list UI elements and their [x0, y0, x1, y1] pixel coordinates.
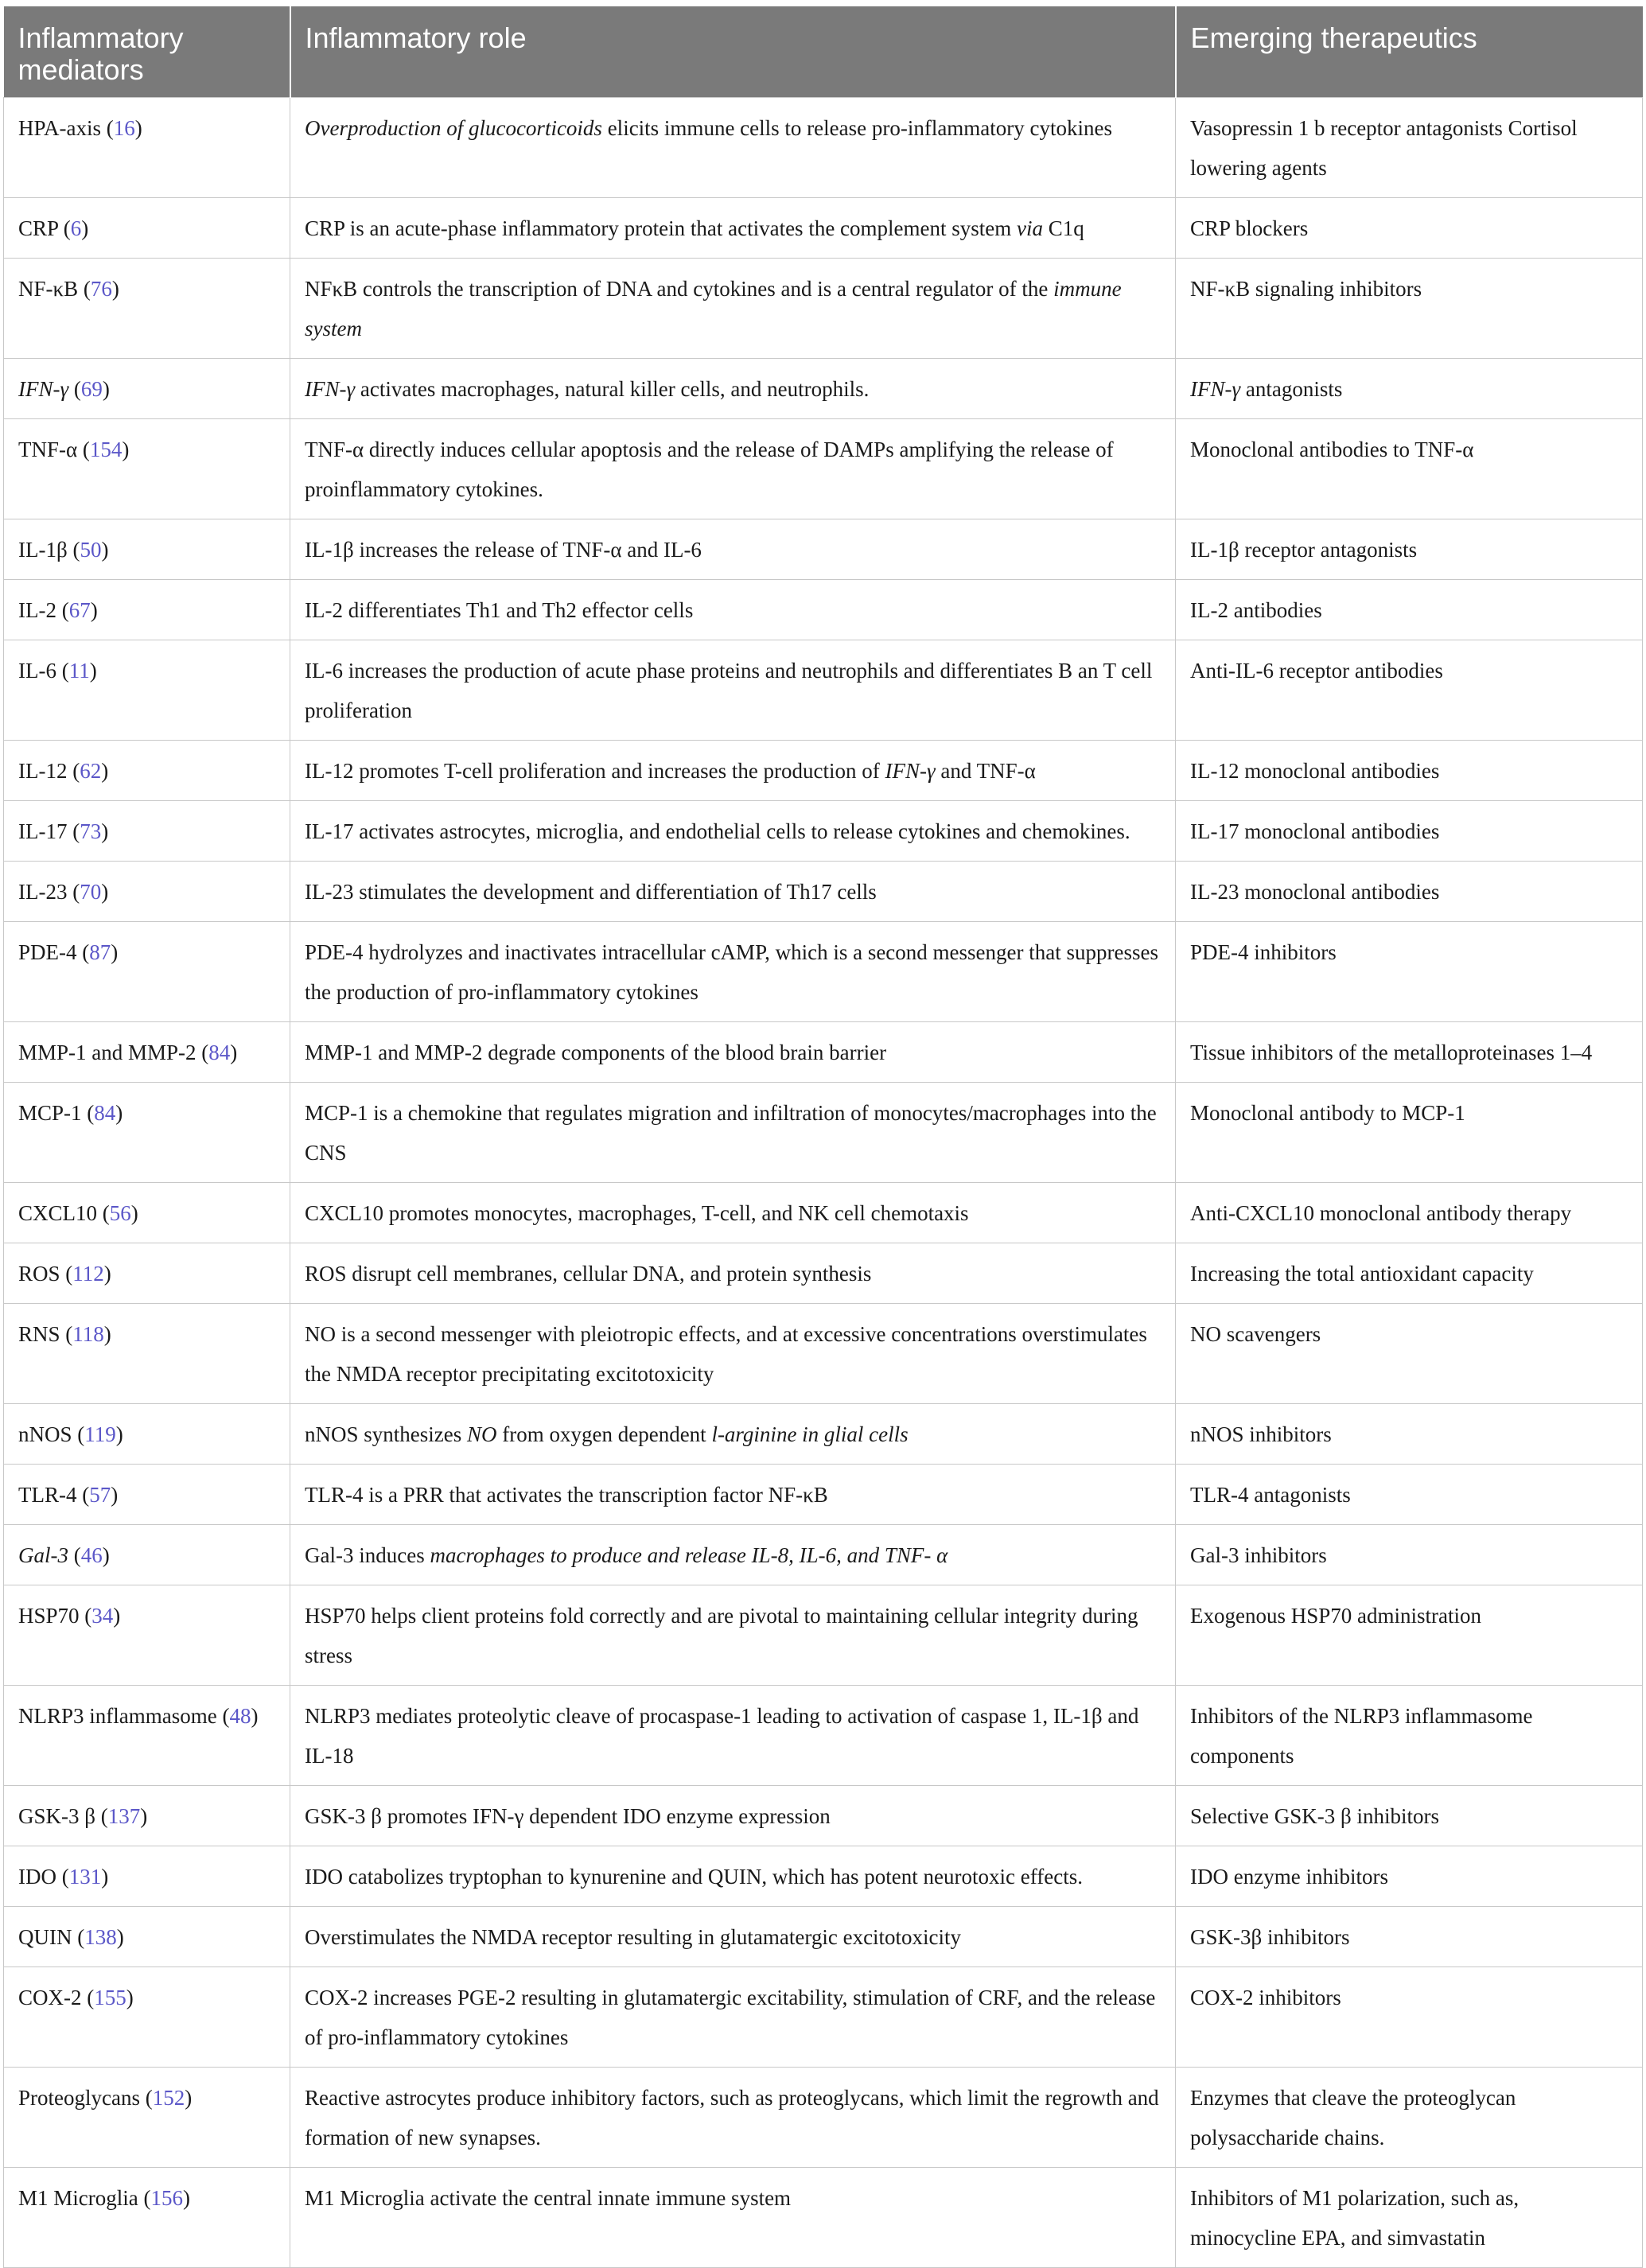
- mediators-table: [3, 6, 1643, 2268]
- therapy-cell: [1176, 1304, 1643, 1404]
- reference-link[interactable]: 155: [94, 1986, 126, 2009]
- table-row: [4, 2168, 1643, 2268]
- table-row: [4, 580, 1643, 640]
- cell-text: NF-κB (: [18, 277, 91, 301]
- role-cell: [290, 1846, 1176, 1907]
- table-row: [4, 922, 1643, 1022]
- mediator-cell: [4, 640, 290, 741]
- cell-text: IL-2 differentiates Th1 and Th2 effector cells: [305, 598, 694, 622]
- reference-link[interactable]: 6: [70, 216, 82, 240]
- cell-text: IL-1β (: [18, 538, 80, 562]
- cell-text: ): [111, 1483, 119, 1507]
- cell-text: ): [101, 1865, 109, 1889]
- role-cell: [290, 259, 1176, 359]
- role-cell: [290, 1083, 1176, 1183]
- reference-link[interactable]: 118: [72, 1322, 104, 1346]
- reference-link[interactable]: 62: [80, 759, 102, 783]
- cell-text: IL-6 increases the production of acute phase proteins and neutrophils and differentiates B an T cell proliferation: [305, 659, 1153, 722]
- role-cell: [290, 741, 1176, 801]
- table-row: [4, 419, 1643, 519]
- therapy-cell: [1176, 640, 1643, 741]
- cell-text: IL-1β receptor antagonists: [1190, 538, 1418, 562]
- cell-text: TLR-4 (: [18, 1483, 90, 1507]
- cell-text: MCP-1 (: [18, 1101, 95, 1125]
- mediator-cell: [4, 1243, 290, 1304]
- table-row: [4, 1022, 1643, 1083]
- therapy-cell: [1176, 862, 1643, 922]
- cell-text: IDO enzyme inhibitors: [1190, 1865, 1388, 1889]
- role-cell: [290, 1525, 1176, 1585]
- cell-text: ): [103, 1262, 111, 1286]
- header-therapeutics: Emerging therapeutics: [1176, 6, 1643, 98]
- role-cell: [290, 1465, 1176, 1525]
- cell-text: NLRP3 inflammasome (: [18, 1704, 230, 1728]
- cell-text: IL-17 monoclonal antibodies: [1190, 819, 1440, 843]
- reference-link[interactable]: 57: [89, 1483, 111, 1507]
- mediator-cell: [4, 1585, 290, 1686]
- role-cell: [290, 98, 1176, 198]
- cell-text: (: [68, 1543, 81, 1567]
- mediator-cell: [4, 1786, 290, 1846]
- cell-text: ): [115, 1101, 123, 1125]
- cell-text: Anti-IL-6 receptor antibodies: [1190, 659, 1443, 683]
- reference-link[interactable]: 73: [80, 819, 102, 843]
- cell-text: ): [126, 1986, 134, 2009]
- reference-link[interactable]: 70: [80, 880, 102, 904]
- reference-link[interactable]: 69: [80, 377, 103, 401]
- reference-link[interactable]: 112: [72, 1262, 104, 1286]
- cell-text: RNS (: [18, 1322, 73, 1346]
- cell-text: ): [115, 1422, 123, 1446]
- table-row: [4, 1183, 1643, 1243]
- reference-link[interactable]: 46: [80, 1543, 103, 1567]
- cell-text: IL-6 (: [18, 659, 69, 683]
- cell-text: IL-12 promotes T-cell proliferation and increases the production of: [305, 759, 885, 783]
- cell-text: GSK-3β inhibitors: [1190, 1925, 1350, 1949]
- cell-text: ): [101, 880, 109, 904]
- cell-text: Gal-3 induces: [305, 1543, 430, 1567]
- cell-text: IL-2 (: [18, 598, 69, 622]
- cell-text: Monoclonal antibodies to TNF-α: [1190, 438, 1474, 461]
- cell-text: nNOS (: [18, 1422, 85, 1446]
- cell-text: TNF-α (: [18, 438, 90, 461]
- cell-text: Inhibitors of the NLRP3 inflammasome components: [1190, 1704, 1533, 1768]
- table-header: [4, 6, 1643, 98]
- cell-text: NF-κB signaling inhibitors: [1190, 277, 1422, 301]
- cell-text: M1 Microglia (: [18, 2186, 151, 2210]
- therapy-cell: [1176, 1846, 1643, 1907]
- reference-link[interactable]: 48: [229, 1704, 251, 1728]
- cell-text: Inhibitors of M1 polarization, such as, minocycline EPA, and simvastatin: [1190, 2186, 1520, 2250]
- therapy-cell: [1176, 1465, 1643, 1525]
- table-row: [4, 1243, 1643, 1304]
- reference-link[interactable]: 137: [107, 1804, 141, 1828]
- cell-text: from oxygen dependent: [496, 1422, 712, 1446]
- cell-text: ): [134, 116, 142, 140]
- reference-link[interactable]: 154: [89, 438, 123, 461]
- table-row: [4, 640, 1643, 741]
- cell-text: M1 Microglia activate the central innate immune system: [305, 2186, 792, 2210]
- cell-text: activates macrophages, natural killer cells, and neutrophils.: [355, 377, 870, 401]
- cell-text: ): [140, 1804, 148, 1828]
- cell-text: Vasopressin 1 b receptor antagonists Cortisol lowering agents: [1190, 116, 1578, 180]
- italic-text: via: [1017, 216, 1044, 240]
- table-row: [4, 1304, 1643, 1404]
- table-row: [4, 862, 1643, 922]
- table-row: [4, 98, 1643, 198]
- cell-text: antagonists: [1240, 377, 1343, 401]
- therapy-cell: [1176, 259, 1643, 359]
- role-cell: [290, 198, 1176, 259]
- table-row: [4, 741, 1643, 801]
- cell-text: COX-2 (: [18, 1986, 95, 2009]
- cell-text: ): [182, 2186, 190, 2210]
- mediator-cell: [4, 1846, 290, 1907]
- cell-text: Proteoglycans (: [18, 2086, 153, 2110]
- cell-text: COX-2 inhibitors: [1190, 1986, 1341, 2009]
- reference-link[interactable]: 56: [109, 1201, 131, 1225]
- table-row: [4, 1786, 1643, 1846]
- cell-text: ): [102, 1543, 110, 1567]
- reference-link[interactable]: 50: [80, 538, 102, 562]
- table-row: [4, 1686, 1643, 1786]
- cell-text: ): [113, 1604, 121, 1628]
- cell-text: ): [111, 277, 119, 301]
- mediator-cell: [4, 1967, 290, 2068]
- table-row: [4, 1907, 1643, 1967]
- cell-text: IL-12 monoclonal antibodies: [1190, 759, 1440, 783]
- cell-text: Reactive astrocytes produce inhibitory factors, such as proteoglycans, which limit the regrowth and formation of new synapses.: [305, 2086, 1159, 2149]
- reference-link[interactable]: 67: [68, 598, 91, 622]
- reference-link[interactable]: 152: [152, 2086, 185, 2110]
- cell-text: Anti-CXCL10 monoclonal antibody therapy: [1190, 1201, 1572, 1225]
- reference-link[interactable]: 87: [89, 940, 111, 964]
- role-cell: [290, 1967, 1176, 2068]
- table-row: [4, 1525, 1643, 1585]
- cell-text: IL-1β increases the release of TNF-α and IL-6: [305, 538, 702, 562]
- reference-link[interactable]: 76: [90, 277, 112, 301]
- cell-text: QUIN (: [18, 1925, 85, 1949]
- cell-text: ROS disrupt cell membranes, cellular DNA, and protein synthesis: [305, 1262, 872, 1286]
- cell-text: Increasing the total antioxidant capacity: [1190, 1262, 1534, 1286]
- italic-text: IFN-γ: [305, 377, 356, 401]
- cell-text: ): [89, 659, 97, 683]
- cell-text: TLR-4 is a PRR that activates the transcription factor NF-κB: [305, 1483, 828, 1507]
- reference-link[interactable]: 131: [68, 1865, 102, 1889]
- mediator-cell: [4, 1907, 290, 1967]
- cell-text: Gal-3 inhibitors: [1190, 1543, 1327, 1567]
- cell-text: MMP-1 and MMP-2 degrade components of the blood brain barrier: [305, 1041, 887, 1064]
- mediator-cell: [4, 1183, 290, 1243]
- cell-text: HSP70 (: [18, 1604, 92, 1628]
- italic-text: NO: [467, 1422, 497, 1446]
- cell-text: COX-2 increases PGE-2 resulting in glutamatergic excitability, stimulation of CRF, and the release of pro-inflammatory cytokines: [305, 1986, 1156, 2049]
- italic-text: IFN-γ: [1190, 377, 1241, 401]
- cell-text: TLR-4 antagonists: [1190, 1483, 1351, 1507]
- therapy-cell: [1176, 98, 1643, 198]
- cell-text: and TNF-α: [935, 759, 1036, 783]
- mediator-cell: [4, 98, 290, 198]
- therapy-cell: [1176, 801, 1643, 862]
- cell-text: PDE-4 inhibitors: [1190, 940, 1337, 964]
- table-row: [4, 1585, 1643, 1686]
- mediator-cell: [4, 1525, 290, 1585]
- cell-text: ): [101, 759, 109, 783]
- therapy-cell: [1176, 580, 1643, 640]
- role-cell: [290, 1022, 1176, 1083]
- mediator-cell: [4, 801, 290, 862]
- therapy-cell: [1176, 741, 1643, 801]
- cell-text: Exogenous HSP70 administration: [1190, 1604, 1481, 1628]
- table-row: [4, 1465, 1643, 1525]
- italic-text: Overproduction of glucocorticoids: [305, 116, 602, 140]
- cell-text: HSP70 helps client proteins fold correctly and are pivotal to maintaining cellular integrity during stress: [305, 1604, 1138, 1667]
- mediator-cell: [4, 419, 290, 519]
- cell-text: CRP blockers: [1190, 216, 1309, 240]
- reference-link[interactable]: 34: [91, 1604, 114, 1628]
- role-cell: [290, 1243, 1176, 1304]
- cell-text: ): [111, 940, 119, 964]
- table-row: [4, 1404, 1643, 1465]
- cell-text: nNOS synthesizes: [305, 1422, 467, 1446]
- mediator-cell: [4, 1686, 290, 1786]
- table-row: [4, 1846, 1643, 1907]
- cell-text: CRP is an acute-phase inflammatory protein that activates the complement system: [305, 216, 1018, 240]
- cell-text: Selective GSK-3 β inhibitors: [1190, 1804, 1439, 1828]
- cell-text: IL-23 (: [18, 880, 80, 904]
- cell-text: CXCL10 (: [18, 1201, 110, 1225]
- cell-text: IL-17 (: [18, 819, 80, 843]
- therapy-cell: [1176, 1525, 1643, 1585]
- italic-text: IFN-γ: [885, 759, 936, 783]
- table-row: [4, 198, 1643, 259]
- therapy-cell: [1176, 1786, 1643, 1846]
- reference-link[interactable]: 84: [208, 1041, 231, 1064]
- italic-text: Gal-3: [18, 1543, 68, 1567]
- role-cell: [290, 519, 1176, 580]
- cell-text: IDO (: [18, 1865, 69, 1889]
- role-cell: [290, 1304, 1176, 1404]
- therapy-cell: [1176, 1183, 1643, 1243]
- cell-text: Overstimulates the NMDA receptor resulting in glutamatergic excitotoxicity: [305, 1925, 962, 1949]
- mediator-cell: [4, 259, 290, 359]
- mediator-cell: [4, 1083, 290, 1183]
- reference-link[interactable]: 16: [113, 116, 135, 140]
- cell-text: C1q: [1043, 216, 1084, 240]
- cell-text: ): [101, 819, 109, 843]
- role-cell: [290, 1183, 1176, 1243]
- reference-link[interactable]: 138: [84, 1925, 117, 1949]
- header-role: Inflammatory role: [290, 6, 1176, 98]
- cell-text: CXCL10 promotes monocytes, macrophages, T-cell, and NK cell chemotaxis: [305, 1201, 969, 1225]
- therapy-cell: [1176, 1967, 1643, 2068]
- therapy-cell: [1176, 1083, 1643, 1183]
- table-row: [4, 1083, 1643, 1183]
- cell-text: PDE-4 (: [18, 940, 90, 964]
- therapy-cell: [1176, 1022, 1643, 1083]
- role-cell: [290, 419, 1176, 519]
- cell-text: (: [68, 377, 81, 401]
- reference-link[interactable]: 11: [68, 659, 90, 683]
- table-row: [4, 519, 1643, 580]
- header-mediators: Inflammatory mediators: [4, 6, 290, 98]
- reference-link[interactable]: 84: [94, 1101, 116, 1125]
- mediator-cell: [4, 741, 290, 801]
- therapy-cell: [1176, 198, 1643, 259]
- therapy-cell: [1176, 1243, 1643, 1304]
- cell-text: ): [102, 377, 110, 401]
- reference-link[interactable]: 156: [150, 2186, 183, 2210]
- cell-text: IL-17 activates astrocytes, microglia, and endothelial cells to release cytokines and chemokines.: [305, 819, 1130, 843]
- cell-text: GSK-3 β (: [18, 1804, 108, 1828]
- cell-text: HPA-axis (: [18, 116, 114, 140]
- cell-text: ): [130, 1201, 138, 1225]
- role-cell: [290, 1786, 1176, 1846]
- role-cell: [290, 2168, 1176, 2268]
- mediator-cell: [4, 359, 290, 419]
- role-cell: [290, 1585, 1176, 1686]
- role-cell: [290, 580, 1176, 640]
- mediator-cell: [4, 1404, 290, 1465]
- cell-text: ): [251, 1704, 259, 1728]
- cell-text: Enzymes that cleave the proteoglycan polysaccharide chains.: [1190, 2086, 1516, 2149]
- table-row: [4, 801, 1643, 862]
- cell-text: IL-2 antibodies: [1190, 598, 1322, 622]
- mediator-cell: [4, 2068, 290, 2168]
- role-cell: [290, 862, 1176, 922]
- reference-link[interactable]: 119: [84, 1422, 116, 1446]
- therapy-cell: [1176, 359, 1643, 419]
- cell-text: ): [103, 1322, 111, 1346]
- table-body: [4, 98, 1643, 2268]
- cell-text: IL-23 stimulates the development and differentiation of Th17 cells: [305, 880, 877, 904]
- therapy-cell: [1176, 519, 1643, 580]
- cell-text: IL-12 (: [18, 759, 80, 783]
- cell-text: NO scavengers: [1190, 1322, 1321, 1346]
- role-cell: [290, 922, 1176, 1022]
- cell-text: Monoclonal antibody to MCP-1: [1190, 1101, 1465, 1125]
- table-row: [4, 1967, 1643, 2068]
- therapy-cell: [1176, 2068, 1643, 2168]
- italic-text: immune system: [305, 277, 1122, 340]
- cell-text: NFκB controls the transcription of DNA and cytokines and is a central regulator of the: [305, 277, 1054, 301]
- italic-text: macrophages to produce and release IL-8, IL-6, and TNF- α: [430, 1543, 948, 1567]
- mediator-cell: [4, 198, 290, 259]
- mediator-cell: [4, 1022, 290, 1083]
- role-cell: [290, 1686, 1176, 1786]
- cell-text: PDE-4 hydrolyzes and inactivates intracellular cAMP, which is a second messenger that suppresses the production of pro-inflammatory cytokines: [305, 940, 1158, 1004]
- cell-text: IDO catabolizes tryptophan to kynurenine and QUIN, which has potent neurotoxic effects.: [305, 1865, 1083, 1889]
- cell-text: ): [81, 216, 89, 240]
- cell-text: ): [122, 438, 130, 461]
- mediator-cell: [4, 1304, 290, 1404]
- cell-text: elicits immune cells to release pro-inflammatory cytokines: [601, 116, 1113, 140]
- cell-text: IL-23 monoclonal antibodies: [1190, 880, 1440, 904]
- mediator-cell: [4, 580, 290, 640]
- mediator-cell: [4, 519, 290, 580]
- italic-text: IFN-γ: [18, 377, 69, 401]
- therapy-cell: [1176, 1907, 1643, 1967]
- table-row: [4, 359, 1643, 419]
- therapy-cell: [1176, 1404, 1643, 1465]
- role-cell: [290, 1907, 1176, 1967]
- cell-text: NLRP3 mediates proteolytic cleave of procaspase-1 leading to activation of caspase 1, IL-1β and IL-18: [305, 1704, 1139, 1768]
- role-cell: [290, 801, 1176, 862]
- cell-text: ): [90, 598, 98, 622]
- role-cell: [290, 640, 1176, 741]
- role-cell: [290, 1404, 1176, 1465]
- mediator-cell: [4, 862, 290, 922]
- cell-text: ): [101, 538, 109, 562]
- cell-text: NO is a second messenger with pleiotropic effects, and at excessive concentrations overstimulates the NMDA receptor precipitating excitotoxicity: [305, 1322, 1147, 1386]
- mediator-cell: [4, 2168, 290, 2268]
- cell-text: ROS (: [18, 1262, 73, 1286]
- cell-text: GSK-3 β promotes IFN-γ dependent IDO enzyme expression: [305, 1804, 831, 1828]
- cell-text: MCP-1 is a chemokine that regulates migration and infiltration of monocytes/macrophages into the CNS: [305, 1101, 1157, 1165]
- table-row: [4, 2068, 1643, 2168]
- cell-text: TNF-α directly induces cellular apoptosis and the release of DAMPs amplifying the release of proinflammatory cytokines.: [305, 438, 1114, 501]
- role-cell: [290, 2068, 1176, 2168]
- therapy-cell: [1176, 1686, 1643, 1786]
- role-cell: [290, 359, 1176, 419]
- italic-text: l-arginine in glial cells: [711, 1422, 909, 1446]
- cell-text: ): [230, 1041, 238, 1064]
- header-row: [4, 6, 1643, 98]
- cell-text: CRP (: [18, 216, 71, 240]
- cell-text: nNOS inhibitors: [1190, 1422, 1332, 1446]
- cell-text: Tissue inhibitors of the metalloproteinases 1–4: [1190, 1041, 1593, 1064]
- therapy-cell: [1176, 922, 1643, 1022]
- therapy-cell: [1176, 2168, 1643, 2268]
- mediator-cell: [4, 1465, 290, 1525]
- table-row: [4, 259, 1643, 359]
- therapy-cell: [1176, 419, 1643, 519]
- cell-text: ): [116, 1925, 124, 1949]
- cell-text: ): [185, 2086, 193, 2110]
- cell-text: MMP-1 and MMP-2 (: [18, 1041, 209, 1064]
- therapy-cell: [1176, 1585, 1643, 1686]
- mediator-cell: [4, 922, 290, 1022]
